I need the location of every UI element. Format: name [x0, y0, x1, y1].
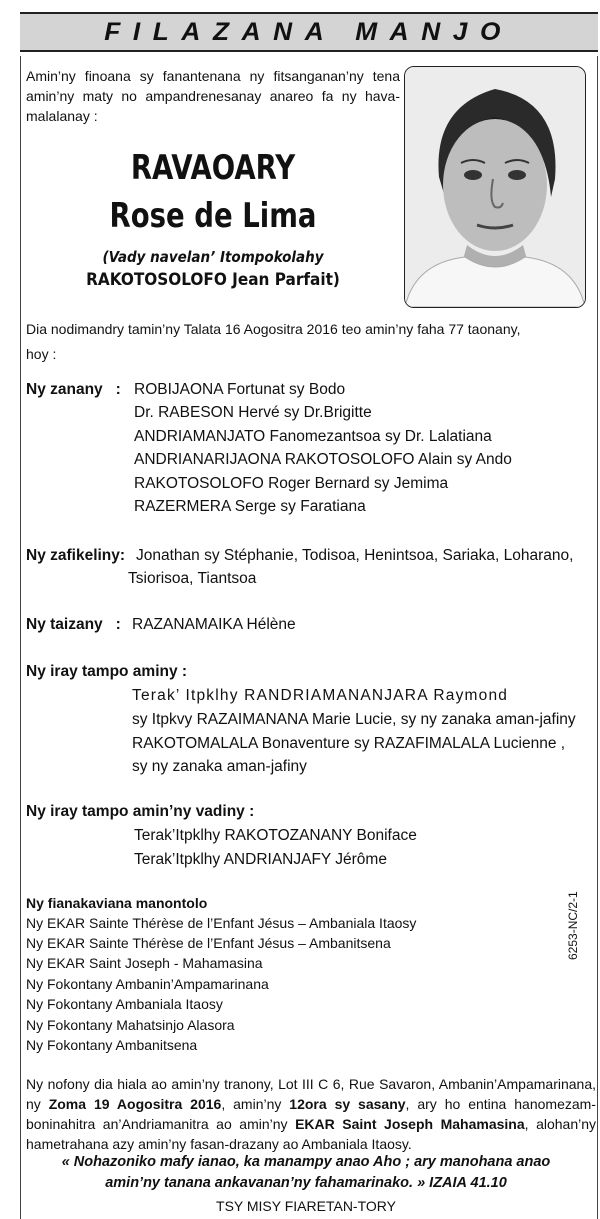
- organization-2: Ny EKAR Sainte Thérèse de l’Enfant Jésus – Ambanitsena: [26, 935, 391, 951]
- bible-quote-line-1: « Nohazoniko mafy ianao, ka manampy anao Aho ; ary manohana anao: [61, 1154, 551, 1170]
- deceased-surname: RAVAOARY: [130, 148, 296, 188]
- great-grandchild-label: Ny taizany :: [26, 616, 121, 633]
- spouse-family-line-2: Terak’Itpklhy ANDRIANJAFY Jérôme: [134, 851, 387, 868]
- own-family-line-4: sy ny zanaka aman-jafiny: [132, 758, 307, 775]
- funeral-details: [26, 1074, 596, 1154]
- death-notice-line-1: Dia nodimandry tamin’ny Talata 16 Aogositra 2016 teo amin’ny faha 77 taonany,: [26, 321, 521, 337]
- portrait-image: [405, 67, 585, 307]
- spouse-family-label: Ny iray tampo amin’ny vadiny :: [26, 803, 255, 820]
- death-notice-line-2: hoy :: [26, 346, 57, 362]
- funeral-date: Zoma 19 Aogositra 2016: [48, 1096, 222, 1112]
- funeral-text-1: Ny nofony dia hiala ao amin’ny tranony, Lot III C 6, Rue Savaron, Ambanin’Ampamarinana, ny: [26, 1076, 596, 1112]
- spouse-line-2: RAKOTOSOLOFO Jean Parfait): [86, 270, 340, 290]
- deceased-given-name: Rose de Lima: [109, 196, 317, 236]
- reference-code: 6253-NC/2-1: [566, 891, 580, 960]
- organization-3: Ny EKAR Saint Joseph - Mahamasina: [26, 955, 263, 971]
- grandchildren-line-2: Tsiorisoa, Tiantsoa: [128, 570, 257, 587]
- child-5: RAKOTOSOLOFO Roger Bernard sy Jemima: [134, 475, 449, 492]
- header-banner: [20, 12, 598, 52]
- funeral-church: EKAR Saint Joseph Mahamasina: [295, 1116, 525, 1132]
- funeral-text-3: , ary ho entina hanomezam-boninahitra an’Andriamanitra ao amin’ny: [26, 1096, 596, 1132]
- child-3: ANDRIAMANJATO Fanomezantsoa sy Dr. Lalatiana: [134, 428, 492, 445]
- grandchildren-label: Ny zafikeliny:: [26, 547, 126, 564]
- footer-note: TSY MISY FIARETAN-TORY: [216, 1198, 396, 1214]
- child-2: Dr. RABESON Hervé sy Dr.Brigitte: [134, 404, 372, 421]
- spouse-line-1: (Vady navelan’ Itompokolahy: [102, 248, 324, 266]
- children-label: Ny zanany :: [26, 381, 121, 398]
- organization-6: Ny Fokontany Mahatsinjo Alasora: [26, 1017, 235, 1033]
- own-family-line-1: Terak’ Itpklhy RANDRIAMANANJARA Raymond: [132, 687, 509, 704]
- funeral-text-4: , alohan’ny hametrahana azy amin’ny fasan-drazany ao Ambaniala Itaosy.: [26, 1116, 597, 1152]
- bible-quote-line-2: amin’ny tanana ankavanan’ny fahamarinako. » IZAIA 41.10: [105, 1175, 507, 1191]
- child-1: ROBIJAONA Fortunat sy Bodo: [134, 381, 346, 398]
- organization-5: Ny Fokontany Ambaniala Itaosy: [26, 996, 223, 1012]
- organization-7: Ny Fokontany Ambanitsena: [26, 1037, 198, 1053]
- page-title: FILAZANA MANJO: [104, 18, 514, 46]
- funeral-time: 12ora sy sasany: [289, 1096, 406, 1112]
- own-family-line-3: RAKOTOMALALA Bonaventure sy RAZAFIMALALA Lucienne ,: [132, 735, 566, 752]
- child-4: ANDRIANARIJAONA RAKOTOSOLOFO Alain sy Ando: [134, 451, 512, 468]
- grandchildren-line-1: Jonathan sy Stéphanie, Todisoa, Henintsoa, Sariaka, Loharano,: [136, 547, 574, 564]
- portrait-photo: [404, 66, 586, 308]
- organizations-label: Ny fianakaviana manontolo: [26, 895, 208, 911]
- child-6: RAZERMERA Serge sy Faratiana: [134, 498, 366, 515]
- own-family-label: Ny iray tampo aminy :: [26, 663, 188, 680]
- spouse-family-line-1: Terak’Itpklhy RAKOTOZANANY Boniface: [134, 827, 417, 844]
- organization-4: Ny Fokontany Ambanin’Ampamarinana: [26, 976, 269, 992]
- intro-text: Amin’ny finoana sy fanantenana ny fitsanganan’ny tena amin’ny maty no ampandrenesanay anareo fa ny hava-malalanay :: [26, 68, 400, 124]
- own-family-line-2: sy Itpkvy RAZAIMANANA Marie Lucie, sy ny zanaka aman-jafiny: [132, 711, 576, 728]
- great-grandchild-name: RAZANAMAIKA Hélène: [132, 616, 296, 633]
- funeral-text-2: , amin’ny: [221, 1096, 290, 1112]
- organization-1: Ny EKAR Sainte Thérèse de l’Enfant Jésus – Ambaniala Itaosy: [26, 915, 417, 931]
